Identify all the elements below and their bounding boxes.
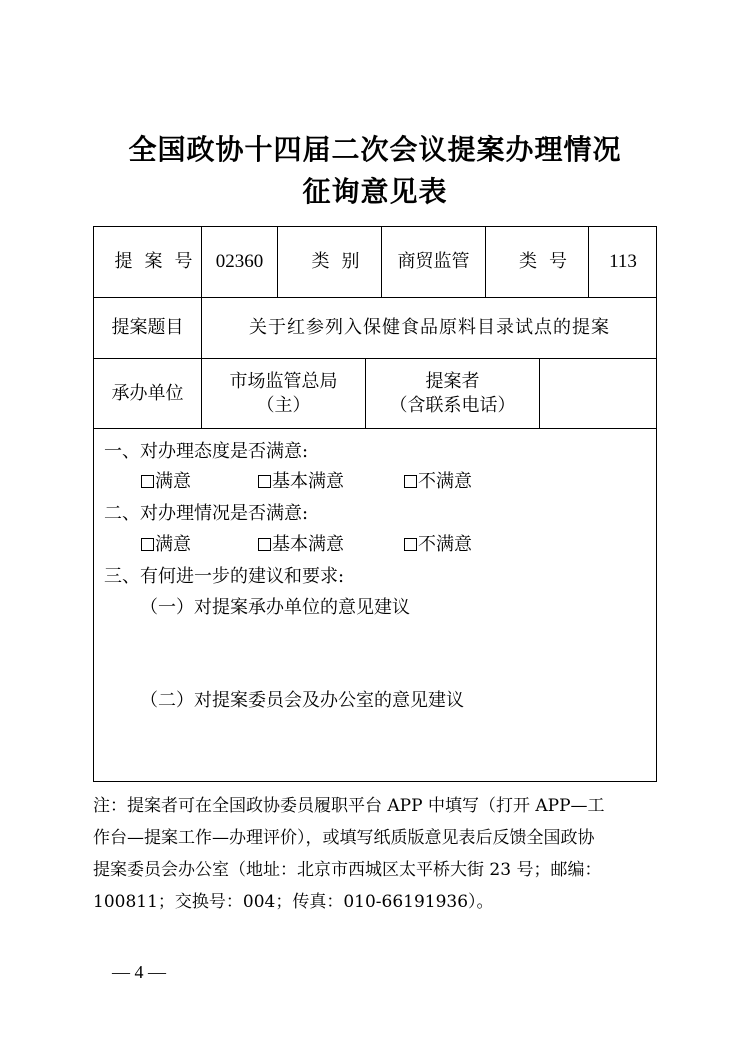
- proposer-label-hint: （含联系电话）: [389, 394, 516, 416]
- footnote-line: 提案委员会办公室（地址：北京市西城区太平桥大街 23 号；邮编：: [93, 860, 602, 880]
- handler-value: [202, 359, 365, 428]
- handler-name: 市场监管总局: [229, 370, 338, 392]
- question-2: 二、对办理情况是否满意:: [104, 503, 309, 524]
- type-number-label: 类号: [519, 251, 579, 272]
- q1-option-satisfied[interactable]: [141, 470, 191, 494]
- proposer-value[interactable]: [540, 359, 657, 428]
- handler-role: （主）: [256, 394, 311, 416]
- question-3: 三、有何进一步的建议和要求:: [104, 566, 345, 587]
- checkbox[interactable]: [258, 475, 271, 488]
- handler-label: 承办单位: [111, 382, 184, 404]
- question-3-sub-2: （二）对提案委员会及办公室的意见建议: [140, 690, 464, 711]
- option-label: 基本满意: [272, 534, 344, 555]
- footnote-line: 注：提案者可在全国政协委员履职平台 APP 中填写（打开 APP—工: [93, 796, 605, 816]
- proposal-number-label: 提案号: [114, 251, 205, 272]
- question-1: 一、对办理态度是否满意:: [104, 441, 309, 462]
- q1-option-basically-satisfied[interactable]: [258, 470, 344, 494]
- page-number: — 4 —: [112, 962, 166, 982]
- footnote: [93, 790, 657, 918]
- feedback-form: [93, 226, 657, 782]
- checkbox[interactable]: [141, 475, 154, 488]
- document-subtitle: 征询意见表: [302, 175, 448, 208]
- option-label: 基本满意: [272, 471, 344, 492]
- topic-value: 关于红参列入保健食品原料目录试点的提案: [249, 317, 610, 338]
- question-3-sub-1: （一）对提案承办单位的意见建议: [140, 597, 410, 618]
- type-number-value: 113: [609, 251, 637, 272]
- q2-option-basically-satisfied[interactable]: [258, 533, 344, 557]
- option-label: 不满意: [418, 534, 472, 555]
- category-label: 类别: [311, 251, 372, 272]
- topic-label: 提案题目: [111, 317, 184, 338]
- option-label: 满意: [155, 471, 191, 492]
- row-divider: [94, 428, 656, 429]
- q2-option-satisfied[interactable]: [141, 533, 191, 557]
- footnote-line: 作台—提案工作—办理评价），或填写纸质版意见表后反馈全国政协: [93, 828, 595, 848]
- checkbox[interactable]: [404, 475, 417, 488]
- checkbox[interactable]: [141, 538, 154, 551]
- proposer-label: [366, 359, 539, 428]
- checkbox[interactable]: [258, 538, 271, 551]
- document-title: 全国政协十四届二次会议提案办理情况: [128, 133, 622, 166]
- proposer-label-title: 提案者: [425, 370, 480, 392]
- option-label: 满意: [155, 534, 191, 555]
- checkbox[interactable]: [404, 538, 417, 551]
- q2-option-dissatisfied[interactable]: [404, 533, 472, 557]
- q1-option-dissatisfied[interactable]: [404, 470, 472, 494]
- option-label: 不满意: [418, 471, 472, 492]
- proposal-number-value: 02360: [215, 251, 264, 272]
- category-value: 商贸监管: [397, 251, 470, 272]
- footnote-line: 100811；交换号：004；传真：010-66191936）。: [93, 892, 494, 912]
